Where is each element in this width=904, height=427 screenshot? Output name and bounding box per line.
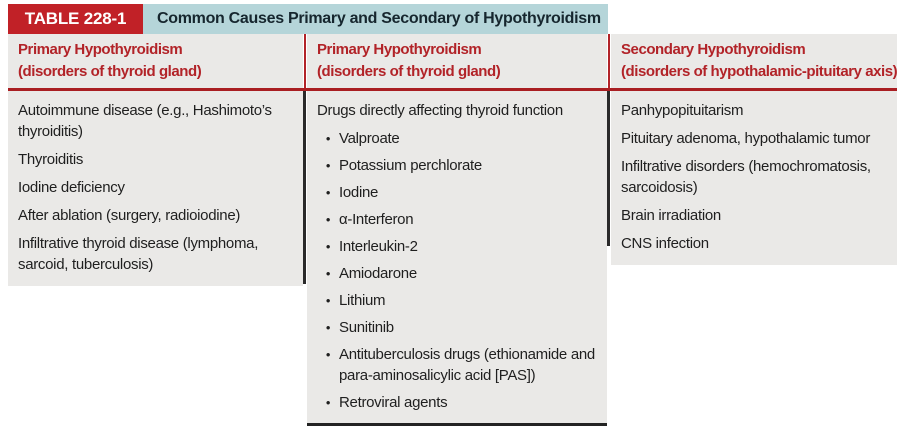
cause-item: Iodine deficiency [18,179,125,196]
header-line1: Primary Hypothyroidism [317,41,482,58]
cause-item: Infiltrative thyroid disease (lymphoma, sarcoid, tuberculosis) [18,235,259,273]
cause-item: Thyroiditis [18,151,84,168]
bullet-icon: • [325,320,331,335]
bullet-icon: • [325,131,331,146]
header-line1: Primary Hypothyroidism [18,41,183,58]
drug-name: Valproate [339,130,400,147]
cause-item: After ablation (surgery, radioiodine) [18,207,241,224]
drug-name: Sunitinib [339,319,394,336]
drug-list-item [317,317,601,338]
header-line1: Secondary Hypothyroidism [621,41,806,58]
bullet-icon: • [325,212,331,227]
drug-name: Retroviral agents [339,394,448,411]
drug-list-item [317,263,601,284]
body-divider-line-1 [303,91,306,284]
drug-list-item [317,344,601,386]
drug-name: Antituberculosis drugs (ethionamide and para-aminosalicylic acid [PAS]) [339,346,595,384]
drug-list-item [317,236,601,257]
bullet-icon: • [325,347,331,362]
drug-name: Potassium perchlorate [339,157,482,174]
drug-name: Lithium [339,292,386,309]
header-divider-line-2 [608,34,610,88]
drug-name: α-Interferon [339,211,414,228]
column-header-secondary [611,34,897,88]
cause-item: Infiltrative disorders (hemochromatosis, sarcoidosis) [621,158,871,196]
cause-item: Pituitary adenoma, hypothalamic tumor [621,130,871,147]
bullet-icon: • [325,293,331,308]
drug-list-item [317,128,601,149]
drugs-intro-text: Drugs directly affecting thyroid function [317,102,563,119]
drug-list-item [317,209,601,230]
drug-list-item [317,392,601,413]
drug-list-item [317,155,601,176]
header-line2: (disorders of thyroid gland) [317,63,501,80]
table-title: Common Causes Primary and Secondary of Hypothyroidism [143,4,608,34]
cause-item: Panhypopituitarism [621,102,744,119]
header-divider-line-1 [304,34,306,88]
bullet-icon: • [325,266,331,281]
bullet-icon: • [325,395,331,410]
bullet-icon: • [325,185,331,200]
cause-item: Autoimmune disease (e.g., Hashimoto’s thyroiditis) [18,102,272,140]
drug-list-item [317,182,601,203]
drug-name: Amiodarone [339,265,417,282]
column-header-primary-gland-2 [307,34,607,88]
header-line2: (disorders of hypothalamic-pituitary axis) [621,63,898,80]
bullet-icon: • [325,158,331,173]
bullet-icon: • [325,239,331,254]
drug-list-item [317,290,601,311]
column-body-primary-1 [8,91,303,286]
body-divider-line-2 [607,91,610,246]
table-number-label: TABLE 228-1 [8,4,143,34]
column-body-primary-2 [307,91,607,426]
cause-item: CNS infection [621,235,709,252]
column-header-primary-gland-1 [8,34,303,88]
drug-name: Iodine [339,184,379,201]
drug-name: Interleukin-2 [339,238,418,255]
header-line2: (disorders of thyroid gland) [18,63,202,80]
cause-item: Brain irradiation [621,207,721,224]
column-body-secondary [611,91,897,265]
